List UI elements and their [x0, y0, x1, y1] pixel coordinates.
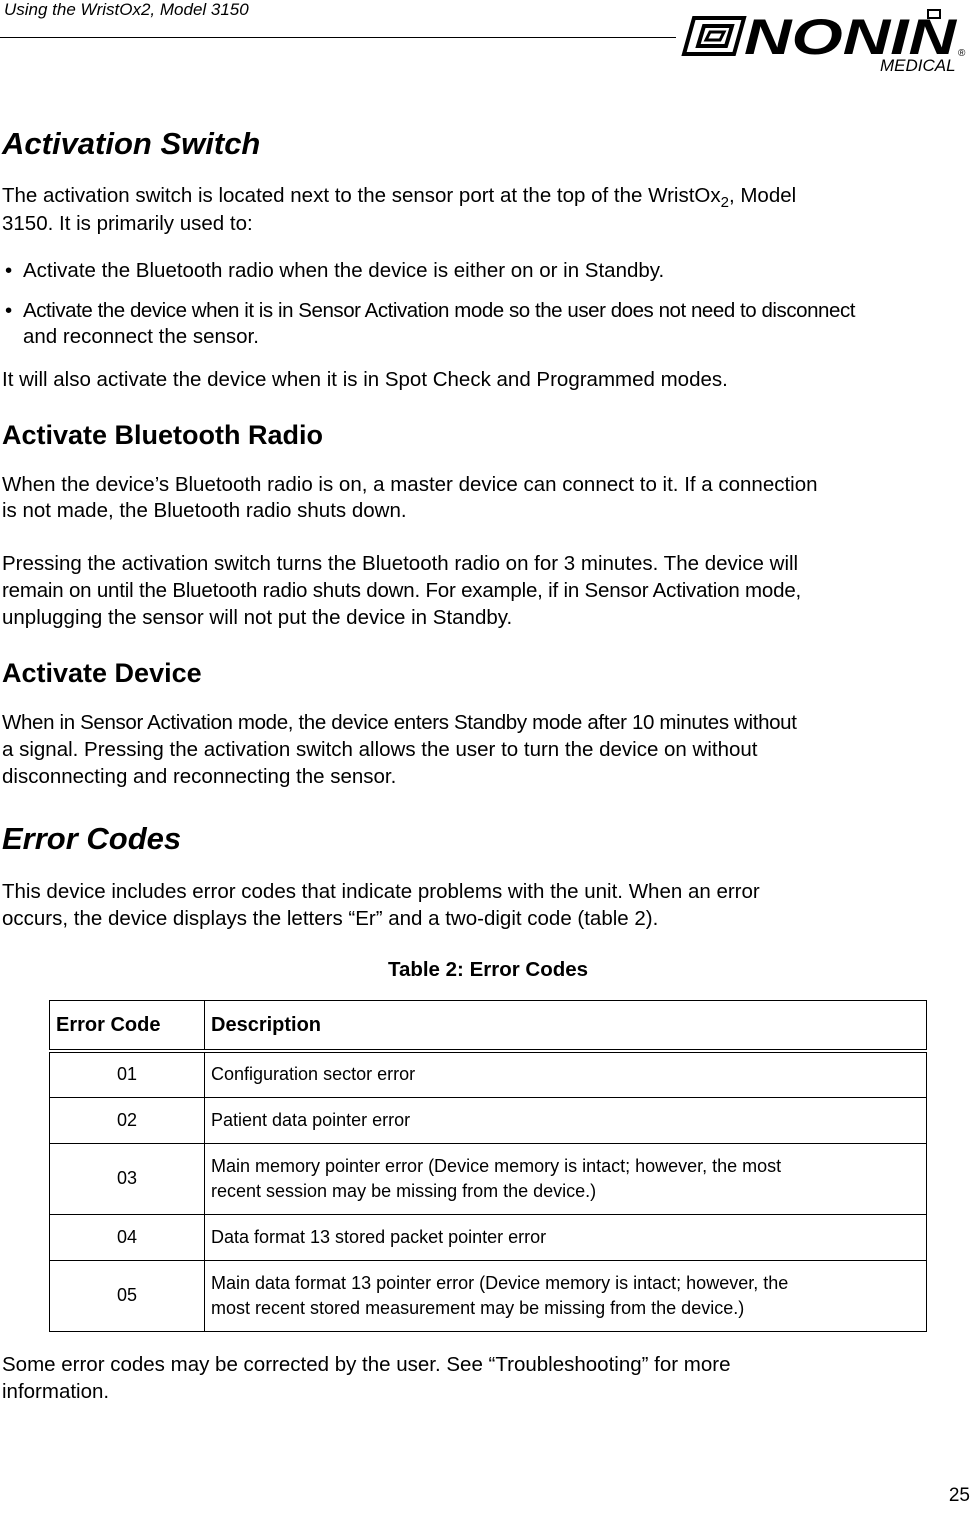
device-line-2: a signal. Pressing the activation switch allows the user to turn the device on without	[2, 738, 758, 761]
bluetooth-p2-line-2: remain on until the Bluetooth radio shuts down. For example, if in Sensor Activation mode,	[2, 579, 802, 602]
intro-line-1: The activation switch is located next to the sensor port at the top of the WristOx$_2$, Model	[2, 184, 797, 212]
error-codes-table	[49, 1000, 927, 1332]
nonin-mark-icon	[684, 18, 744, 54]
heading-activate-bluetooth: Activate Bluetooth Radio	[2, 420, 324, 450]
description-line-2: recent session may be missing from the device.)	[211, 1180, 597, 1201]
error-intro-line-1: This device includes error codes that indicate problems with the unit. When an error	[2, 880, 760, 903]
page-number: 25	[948, 1485, 970, 1506]
description-cell: Patient data pointer error	[205, 1097, 927, 1143]
description-line-2: most recent stored measurement may be missing from the device.)	[211, 1297, 745, 1318]
device-line-3: disconnecting and reconnecting the sensor.	[2, 765, 397, 788]
intro-line-2: 3150. It is primarily used to:	[2, 212, 253, 235]
description-line-1: Main data format 13 pointer error (Device memory is intact; however, the	[211, 1272, 789, 1293]
subscript-2: 2	[720, 194, 729, 212]
table-row	[50, 1051, 927, 1097]
device-line-1: When in Sensor Activation mode, the device enters Standby mode after 10 minutes without	[2, 711, 797, 734]
running-header: Using the WristOx2, Model 3150	[4, 0, 249, 19]
description-line-1: Main memory pointer error (Device memory is intact; however, the most	[211, 1155, 782, 1176]
column-header-description: Description	[205, 1001, 927, 1052]
bluetooth-p1-line-1: When the device’s Bluetooth radio is on, a master device can connect to it. If a connection	[2, 473, 818, 496]
bullet-marker: •	[5, 299, 13, 322]
table-title: Table 2: Error Codes	[387, 958, 589, 981]
logo-wordmark: NONIN	[744, 9, 958, 65]
bluetooth-p2-line-3: unplugging the sensor will not put the device in Standby.	[2, 606, 513, 629]
heading-error-codes: Error Codes	[2, 821, 182, 856]
activation-closing: It will also activate the device when it is in Spot Check and Programmed modes.	[2, 368, 728, 391]
registered-mark: ®	[958, 48, 966, 59]
bluetooth-p2-line-1: Pressing the activation switch turns the Bluetooth radio on for 3 minutes. The device will	[2, 552, 799, 575]
description-cell	[205, 1260, 927, 1331]
error-code-cell: 01	[50, 1051, 205, 1097]
error-code-cell: 05	[50, 1260, 205, 1331]
bullet-item-2-line-1: Activate the device when it is in Sensor Activation mode so the user does not need to disconnect	[23, 299, 855, 322]
error-code-cell: 03	[50, 1143, 205, 1214]
bluetooth-p1-line-2: is not made, the Bluetooth radio shuts down.	[2, 499, 407, 522]
heading-activation-switch: Activation Switch	[2, 126, 261, 161]
table-row	[50, 1214, 927, 1260]
error-code-cell: 04	[50, 1214, 205, 1260]
column-header-error-code: Error Code	[50, 1001, 205, 1052]
bullet-item-2-line-2: and reconnect the sensor.	[23, 325, 259, 348]
error-footer-line-1: Some error codes may be corrected by the user. See “Troubleshooting” for more	[2, 1353, 731, 1376]
description-cell: Configuration sector error	[205, 1051, 927, 1097]
bullet-item-1: Activate the Bluetooth radio when the device is either on or in Standby.	[23, 259, 665, 282]
table-header-row	[50, 1001, 927, 1052]
error-intro-line-2: occurs, the device displays the letters “Er” and a two-digit code (table 2).	[2, 907, 659, 930]
nonin-medical-logo	[680, 6, 972, 74]
table-row	[50, 1260, 927, 1331]
error-code-cell: 02	[50, 1097, 205, 1143]
logo-subtext: MEDICAL	[880, 56, 956, 74]
table-row	[50, 1143, 927, 1214]
description-cell: Data format 13 stored packet pointer error	[205, 1214, 927, 1260]
error-footer-line-2: information.	[2, 1380, 110, 1403]
heading-activate-device: Activate Device	[2, 658, 202, 688]
header-rule	[0, 37, 676, 38]
bullet-marker: •	[5, 259, 13, 282]
table-row	[50, 1097, 927, 1143]
description-cell	[205, 1143, 927, 1214]
